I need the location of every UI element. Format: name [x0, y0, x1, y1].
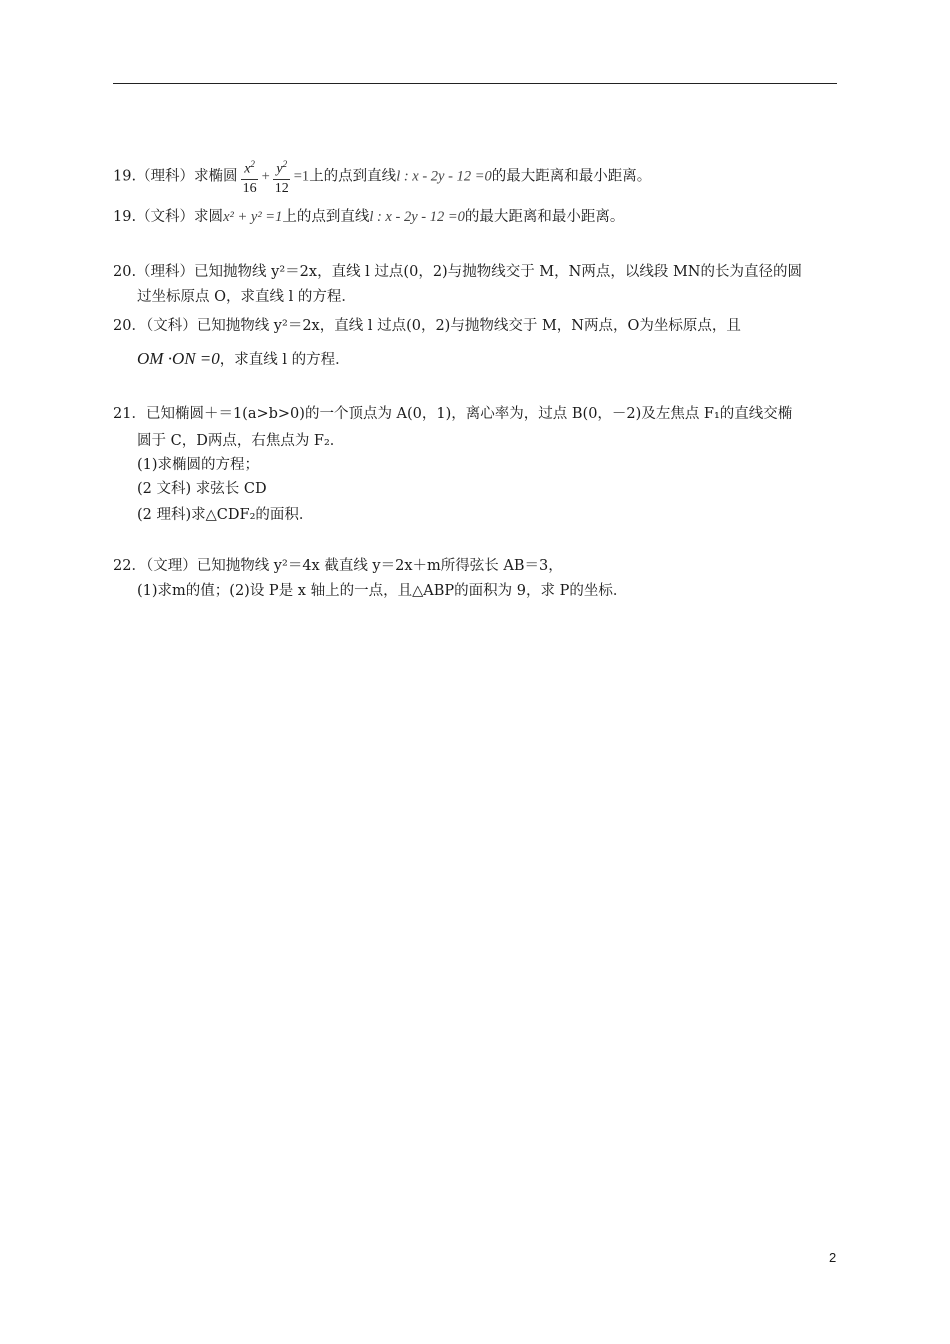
problem-19-arts: 19.（文科）求圆x² + y² =1上的点到直线l : x - 2y - 12 =0的最大距离和最小距离。: [113, 209, 625, 225]
header-rule: [113, 83, 837, 84]
problem-number: 19.: [113, 168, 137, 185]
problem-20-arts-line2: OM ·ON =0，求直线 l 的方程．: [137, 349, 350, 368]
problem-21-line2: 圆于 C，D两点，右焦点为 F₂．: [137, 433, 345, 449]
problem-22-line1: 22．（文理）已知抛物线 y²＝4x 截直线 y＝2x＋m所得弦长 AB＝3，: [113, 558, 563, 574]
problem-20-science-line2: 过坐标原点 O，求直线 l 的方程．: [137, 289, 356, 305]
problem-19-science: 19.（理科）求椭圆 $\frac{x^2}{16}$ + $\frac{y^2}{12}$ =1上的点到直线l : x - 2y - 12 =0的最大距离和最小距离。: [113, 156, 651, 197]
page-number: 2: [829, 1250, 837, 1265]
problem-21-part2-arts: (2 文科) 求弦长 CD: [137, 481, 267, 497]
equals-one: =1: [293, 168, 310, 185]
plus-sign: +: [261, 168, 270, 185]
problem-22-line2: (1)求m的值；(2)设 P是 x 轴上的一点，且△ABP的面积为 9，求 P的坐标．: [137, 583, 628, 599]
problem-20-science-line1: 20.（理科）已知抛物线 y²＝2x，直线 l 过点(0，2)与抛物线交于 M，N两点，以线段 MN的长为直径的圆: [113, 264, 802, 280]
problem-20-arts-line1: 20．（文科）已知抛物线 y²＝2x，直线 l 过点(0，2)与抛物线交于 M，N两点，O为坐标原点，且: [113, 318, 741, 334]
problem-21-part1: (1)求椭圆的方程；: [137, 457, 260, 473]
line-equation: l : x - 2y - 12 =0: [396, 168, 492, 185]
problem-21-line1: 21．已知椭圆＋＝1(a>b>0)的一个顶点为 A(0，1)，离心率为，过点 B(0，－2)及左焦点 F₁的直线交椭: [113, 406, 793, 422]
problem-number: 19.: [113, 209, 137, 225]
problem-text: （理科）求椭圆: [136, 168, 238, 185]
problem-21-part2-science: (2 理科)求△CDF₂的面积．: [137, 507, 314, 523]
line-equation: l : x - 2y - 12 =0: [369, 209, 465, 225]
fraction-x2-16: $\frac{x^2}{16}$: [240, 156, 260, 197]
fraction-y2-12: $\frac{y^2}{12}$: [272, 156, 292, 197]
circle-equation: x² + y² =1: [223, 209, 283, 225]
vector-dot-product: OM ·ON =0: [137, 349, 220, 368]
